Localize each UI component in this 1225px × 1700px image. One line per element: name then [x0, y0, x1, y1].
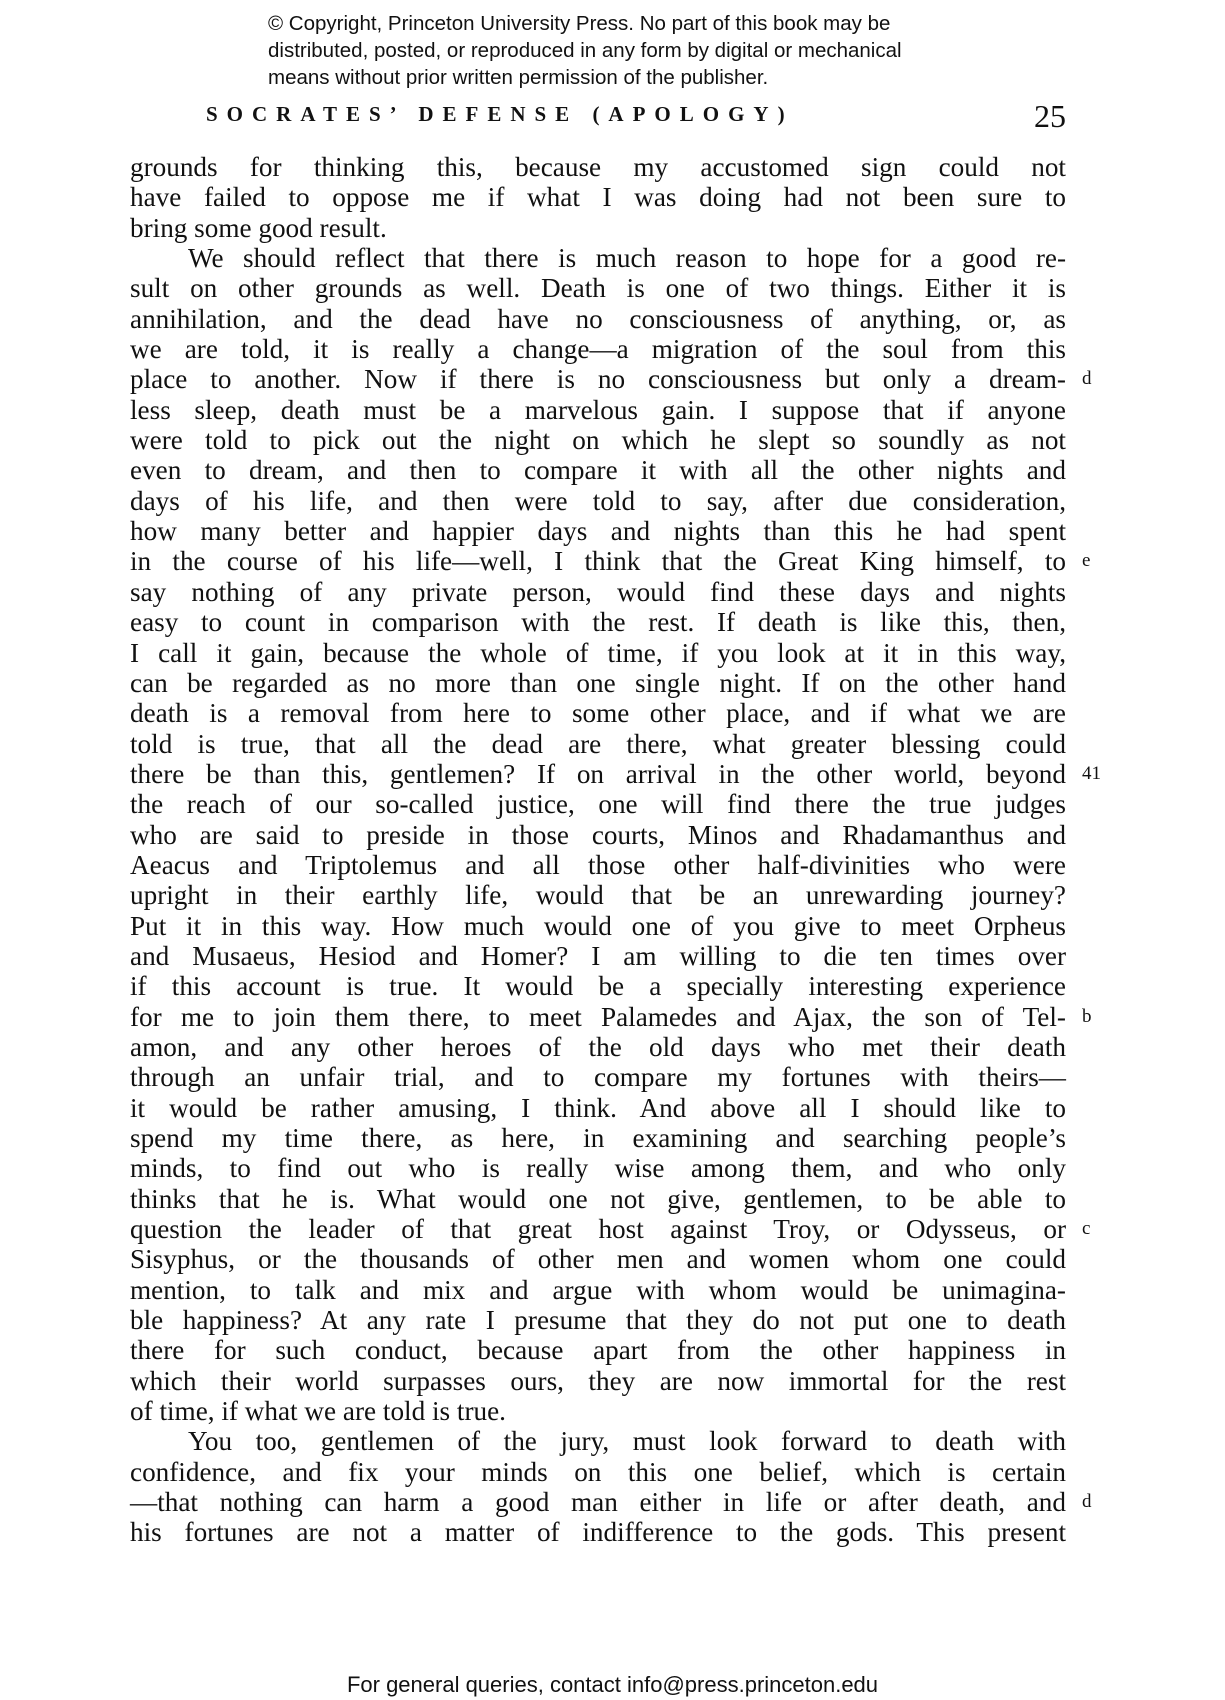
text-line	[130, 516, 1066, 546]
text-line	[130, 607, 1066, 637]
text-line-content: I call it gain, because the whole of time, if you look at it in this way,	[130, 637, 1066, 668]
text-line-content: and Musaeus, Hesiod and Homer? I am willing to die ten times over	[130, 940, 1066, 971]
text-line	[130, 1366, 1066, 1396]
text-line-content: minds, to find out who is really wise among them, and who only	[130, 1153, 1066, 1184]
text-line	[130, 1001, 1092, 1032]
text-line	[130, 880, 1066, 910]
text-line	[130, 486, 1066, 516]
text-line-content: bring some good result.	[130, 212, 387, 243]
text-line-content: mention, to talk and mix and argue with whom would be unimagina-	[130, 1274, 1066, 1305]
text-line-content: his fortunes are not a matter of indifference to the gods. This present	[130, 1517, 1066, 1548]
copyright-line: means without prior written permission of the publisher.	[268, 66, 769, 89]
text-line-content: if this account is true. It would be a specially interesting experience	[130, 971, 1066, 1002]
text-line-content: upright in their earthly life, would that be an unrewarding journey?	[130, 880, 1066, 911]
text-line	[130, 1396, 1066, 1426]
text-line-content: the reach of our so-called justice, one will find there the true judges	[130, 789, 1066, 820]
text-line	[130, 971, 1066, 1001]
text-line	[130, 941, 1066, 971]
text-line	[130, 364, 1092, 395]
text-line-content: for me to join them there, to meet Palamedes and Ajax, the son of Tel-	[130, 1001, 1066, 1032]
text-line	[130, 1487, 1092, 1518]
text-line	[130, 758, 1101, 789]
body-text	[130, 152, 1101, 1548]
text-line-content: have failed to oppose me if what I was doing had not been sure to	[130, 182, 1066, 213]
text-line-content: in the course of his life—well, I think that the Great King himself, to	[130, 546, 1066, 577]
text-line	[130, 182, 1066, 212]
text-line-content: place to another. Now if there is no consciousness but only a dream-	[130, 364, 1066, 395]
text-line	[130, 1153, 1066, 1183]
text-line-content: can be regarded as no more than one single night. If on the other hand	[130, 667, 1066, 698]
text-line-content: say nothing of any private person, would find these days and nights	[130, 576, 1066, 607]
text-line	[130, 1244, 1066, 1274]
text-line-content: less sleep, death must be a marvelous gain. I suppose that if anyone	[130, 394, 1066, 425]
text-line	[130, 304, 1066, 334]
text-line	[130, 546, 1091, 577]
text-line-content: it would be rather amusing, I think. And above all I should like to	[130, 1092, 1066, 1123]
text-line	[130, 1214, 1091, 1245]
stephanus-marker: e	[1082, 550, 1091, 572]
text-line	[130, 395, 1066, 425]
text-line	[130, 577, 1066, 607]
text-line	[130, 850, 1066, 880]
stephanus-marker: 41	[1082, 762, 1101, 784]
copyright-line: distributed, posted, or reproduced in any form by digital or mechanical	[268, 39, 902, 62]
text-line	[130, 698, 1066, 728]
text-line-content: we are told, it is really a change—a migration of the soul from this	[130, 334, 1066, 365]
text-line-content: how many better and happier days and nights than this he had spent	[130, 516, 1066, 547]
text-line	[130, 213, 1066, 243]
text-line-content: easy to count in comparison with the rest. If death is like this, then,	[130, 607, 1066, 638]
text-line	[130, 1457, 1066, 1487]
text-line	[130, 243, 1066, 273]
text-line-content: which their world surpasses ours, they are now immortal for the rest	[130, 1365, 1066, 1396]
text-line-content: You too, gentlemen of the jury, must look forward to death with	[188, 1426, 1066, 1457]
text-line-content: We should reflect that there is much reason to hope for a good re-	[188, 243, 1066, 274]
text-line	[130, 789, 1066, 819]
text-line	[130, 820, 1066, 850]
text-line	[130, 425, 1066, 455]
stephanus-marker: c	[1082, 1218, 1091, 1240]
page-number: 25	[1034, 98, 1066, 134]
text-line	[130, 1426, 1066, 1456]
text-line-content: —that nothing can harm a good man either in life or after death, and	[130, 1487, 1066, 1518]
text-line-content: Aeacus and Triptolemus and all those other half-divinities who were	[130, 849, 1066, 880]
text-line-content: amon, and any other heroes of the old days who met their death	[130, 1031, 1066, 1062]
text-line	[130, 1275, 1066, 1305]
text-line-content: were told to pick out the night on which he slept so soundly as not	[130, 425, 1066, 456]
stephanus-marker: d	[1082, 1491, 1092, 1513]
text-line	[130, 668, 1066, 698]
text-line-content: days of his life, and then were told to say, after due consideration,	[130, 485, 1066, 516]
text-line	[130, 729, 1066, 759]
copyright-notice	[268, 10, 1028, 91]
copyright-line: © Copyright, Princeton University Press. No part of this book may be	[268, 12, 891, 35]
footer-contact: For general queries, contact info@press.princeton.edu	[346, 1672, 879, 1697]
text-line-content: told is true, that all the dead are there, what greater blessing could	[130, 728, 1066, 759]
text-line-content: question the leader of that great host against Troy, or Odysseus, or	[130, 1214, 1066, 1245]
text-line-content: confidence, and fix your minds on this one belief, which is certain	[130, 1456, 1066, 1487]
text-line-content: grounds for thinking this, because my accustomed sign could not	[130, 152, 1066, 182]
text-line-content: thinks that he is. What would one not give, gentlemen, to be able to	[130, 1183, 1066, 1214]
text-line	[130, 1335, 1066, 1365]
text-line	[130, 152, 1066, 182]
text-line-content: of time, if what we are told is true.	[130, 1396, 506, 1427]
text-line	[130, 1123, 1066, 1153]
text-line	[130, 1032, 1066, 1062]
text-line	[130, 911, 1066, 941]
text-line	[130, 455, 1066, 485]
text-line	[130, 1093, 1066, 1123]
text-line	[130, 1062, 1066, 1092]
text-line-content: even to dream, and then to compare it with all the other nights and	[130, 455, 1066, 486]
text-line-content: annihilation, and the dead have no consciousness of anything, or, as	[130, 303, 1066, 334]
text-line-content: death is a removal from here to some other place, and if what we are	[130, 698, 1066, 729]
text-line-content: through an unfair trial, and to compare my fortunes with theirs—	[130, 1062, 1066, 1093]
text-line-content: Put it in this way. How much would one of you give to meet Orpheus	[130, 910, 1066, 941]
text-line-content: who are said to preside in those courts, Minos and Rhadamanthus and	[130, 819, 1066, 850]
text-line-content: spend my time there, as here, in examining and searching people’s	[130, 1123, 1066, 1153]
stephanus-marker: b	[1082, 1005, 1092, 1027]
stephanus-marker: d	[1082, 368, 1092, 390]
text-line-content: sult on other grounds as well. Death is one of two things. Either it is	[130, 273, 1066, 304]
text-line-content: there be than this, gentlemen? If on arrival in the other world, beyond	[130, 758, 1066, 789]
text-line-content: there for such conduct, because apart from the other happiness in	[130, 1335, 1066, 1366]
text-line	[130, 1184, 1066, 1214]
text-line-content: Sisyphus, or the thousands of other men and women whom one could	[130, 1244, 1066, 1275]
text-line	[130, 1517, 1066, 1547]
running-title: SOCRATES’ DEFENSE (APOLOGY)	[206, 102, 794, 126]
text-line	[130, 1305, 1066, 1335]
text-line	[130, 334, 1066, 364]
text-line	[130, 273, 1066, 303]
text-line-content: ble happiness? At any rate I presume that they do not put one to death	[130, 1305, 1066, 1336]
text-line	[130, 638, 1066, 668]
